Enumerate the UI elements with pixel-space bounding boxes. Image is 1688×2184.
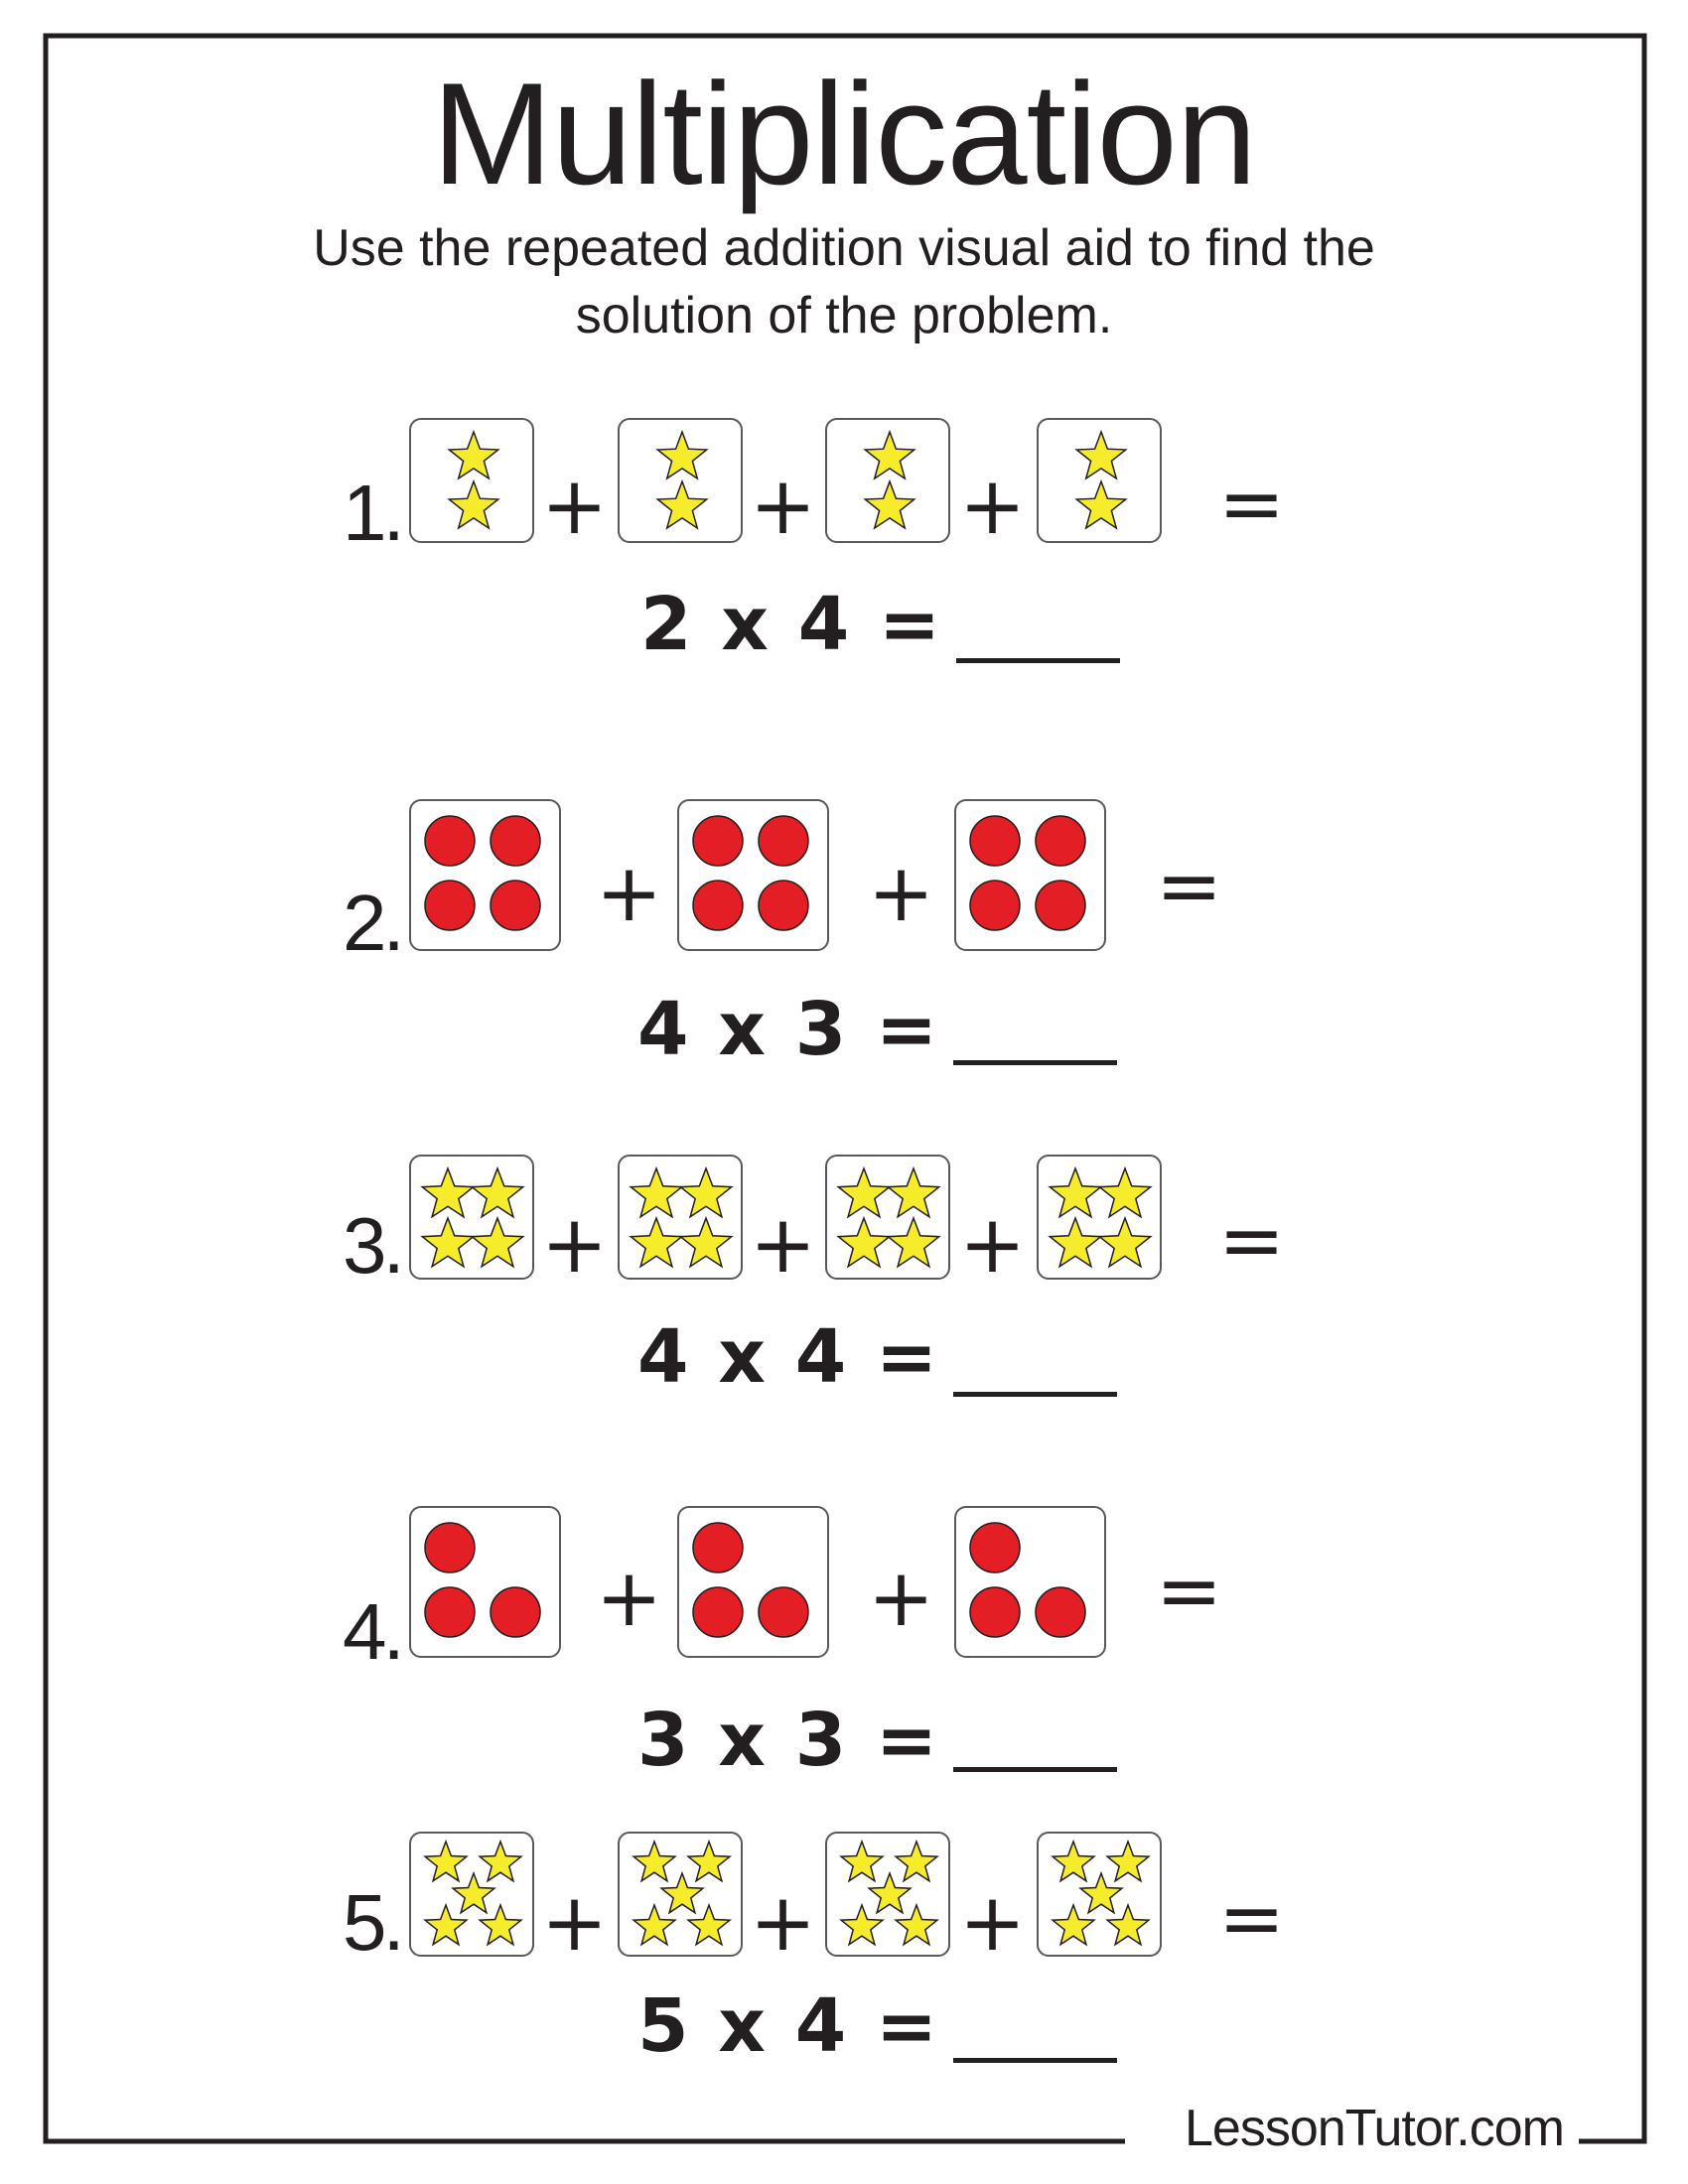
star-icon <box>449 432 497 478</box>
red-dot-icon <box>970 816 1020 866</box>
visual-group-box <box>409 1506 561 1658</box>
star-icon <box>631 1218 681 1267</box>
star-icon <box>480 1842 521 1881</box>
equals-sign: = <box>1218 1872 1286 1965</box>
answer-blank[interactable] <box>953 2058 1117 2063</box>
star-icon <box>680 1218 731 1267</box>
group-items <box>679 1508 831 1660</box>
visual-group-box <box>825 1832 950 1957</box>
red-dot-icon <box>970 1523 1020 1572</box>
red-dot-icon <box>425 1523 475 1572</box>
group-items <box>620 1157 745 1282</box>
red-dot-icon <box>491 881 540 930</box>
answer-blank[interactable] <box>953 1392 1117 1397</box>
plus-sign: + <box>959 1876 1027 1969</box>
group-items <box>956 1508 1108 1660</box>
equation: 5 x 4 = <box>637 1983 940 2069</box>
page-title: Multiplication <box>432 53 1256 214</box>
group-items <box>956 801 1108 953</box>
plus-sign: + <box>541 1198 609 1291</box>
visual-group-box <box>954 1506 1106 1658</box>
star-icon <box>838 1168 889 1217</box>
visual-group-box <box>677 1506 829 1658</box>
equation: 3 x 3 = <box>637 1698 940 1783</box>
group-items <box>620 420 745 545</box>
red-dot-icon <box>759 816 808 866</box>
red-dot-icon <box>491 1587 540 1637</box>
equation: 4 x 3 = <box>637 987 940 1072</box>
equals-sign: = <box>1156 840 1223 932</box>
group-items <box>411 420 536 545</box>
problem-number: 2. <box>343 879 401 967</box>
equals-sign: = <box>1156 1545 1223 1637</box>
group-items <box>411 801 563 953</box>
star-icon <box>425 1842 467 1881</box>
star-icon <box>425 1905 467 1945</box>
star-icon <box>896 1842 937 1881</box>
group-items <box>827 1157 952 1282</box>
visual-group-box <box>618 1832 743 1957</box>
red-dot-icon <box>425 1587 475 1637</box>
plus-sign: + <box>541 1876 609 1969</box>
star-icon <box>1107 1842 1149 1881</box>
red-dot-icon <box>759 1587 808 1637</box>
group-items <box>411 1508 563 1660</box>
group-items <box>411 1834 536 1959</box>
plus-sign: + <box>868 1552 935 1644</box>
red-dot-icon <box>693 881 743 930</box>
star-icon <box>888 1168 938 1217</box>
plus-sign: + <box>541 460 609 552</box>
equation: 4 x 4 = <box>637 1314 940 1400</box>
visual-group-box <box>1037 1832 1162 1957</box>
visual-group-box <box>1037 1155 1162 1280</box>
answer-blank[interactable] <box>953 1767 1117 1772</box>
red-dot-icon <box>693 816 743 866</box>
star-icon <box>688 1842 730 1881</box>
visual-group-box <box>1037 418 1162 543</box>
star-icon <box>1099 1218 1150 1267</box>
plus-sign: + <box>596 847 663 939</box>
group-items <box>1039 1157 1164 1282</box>
visual-group-box <box>409 1155 534 1280</box>
red-dot-icon <box>970 881 1020 930</box>
star-icon <box>1076 432 1125 478</box>
star-icon <box>680 1168 731 1217</box>
star-icon <box>633 1842 675 1881</box>
star-icon <box>449 481 497 528</box>
star-icon <box>841 1905 883 1945</box>
visual-group-box <box>825 1155 950 1280</box>
group-items <box>679 801 831 953</box>
star-icon <box>841 1842 883 1881</box>
group-items <box>1039 420 1164 545</box>
red-dot-icon <box>970 1587 1020 1637</box>
red-dot-icon <box>491 816 540 866</box>
star-icon <box>1053 1842 1094 1881</box>
visual-group-box <box>954 799 1106 951</box>
equals-sign: = <box>1218 458 1286 550</box>
red-dot-icon <box>693 1587 743 1637</box>
star-icon <box>633 1905 675 1945</box>
star-icon <box>865 432 914 478</box>
star-icon <box>1050 1168 1100 1217</box>
red-dot-icon <box>1036 816 1085 866</box>
star-icon <box>657 432 706 478</box>
star-icon <box>865 481 914 528</box>
problem-number: 5. <box>343 1878 401 1967</box>
star-icon <box>1053 1905 1094 1945</box>
star-icon <box>657 481 706 528</box>
red-dot-icon <box>693 1523 743 1572</box>
group-items <box>620 1834 745 1959</box>
equals-sign: = <box>1218 1194 1286 1287</box>
visual-group-box <box>677 799 829 951</box>
visual-group-box <box>409 799 561 951</box>
visual-group-box <box>618 1155 743 1280</box>
star-icon <box>422 1218 473 1267</box>
star-icon <box>631 1168 681 1217</box>
star-icon <box>1050 1218 1100 1267</box>
group-items <box>827 420 952 545</box>
visual-group-box <box>618 418 743 543</box>
red-dot-icon <box>425 881 475 930</box>
answer-blank[interactable] <box>956 658 1120 663</box>
instructions-line-1: Use the repeated addition visual aid to find the <box>313 219 1375 277</box>
footer-site-name: LessonTutor.com <box>1185 2100 1564 2157</box>
red-dot-icon <box>425 816 475 866</box>
plus-sign: + <box>750 1876 817 1969</box>
group-items <box>411 1157 536 1282</box>
problem-number: 1. <box>343 469 401 557</box>
visual-group-box <box>409 1832 534 1957</box>
problem-number: 3. <box>343 1201 401 1290</box>
plus-sign: + <box>596 1552 663 1644</box>
star-icon <box>472 1168 522 1217</box>
star-icon <box>1099 1168 1150 1217</box>
star-icon <box>888 1218 938 1267</box>
star-icon <box>838 1218 889 1267</box>
star-icon <box>472 1218 522 1267</box>
red-dot-icon <box>1036 881 1085 930</box>
plus-sign: + <box>959 1198 1027 1291</box>
problem-number: 4. <box>343 1587 401 1676</box>
red-dot-icon <box>1036 1587 1085 1637</box>
star-icon <box>1076 481 1125 528</box>
plus-sign: + <box>868 847 935 939</box>
plus-sign: + <box>750 460 817 552</box>
plus-sign: + <box>959 460 1027 552</box>
group-items <box>827 1834 952 1959</box>
star-icon <box>422 1168 473 1217</box>
plus-sign: + <box>750 1198 817 1291</box>
border-left-part <box>46 36 1644 2141</box>
instructions-line-2: solution of the problem. <box>575 287 1113 344</box>
visual-group-box <box>409 418 534 543</box>
answer-blank[interactable] <box>953 1060 1117 1065</box>
red-dot-icon <box>759 881 808 930</box>
equation: 2 x 4 = <box>640 582 943 667</box>
visual-group-box <box>825 418 950 543</box>
group-items <box>1039 1834 1164 1959</box>
